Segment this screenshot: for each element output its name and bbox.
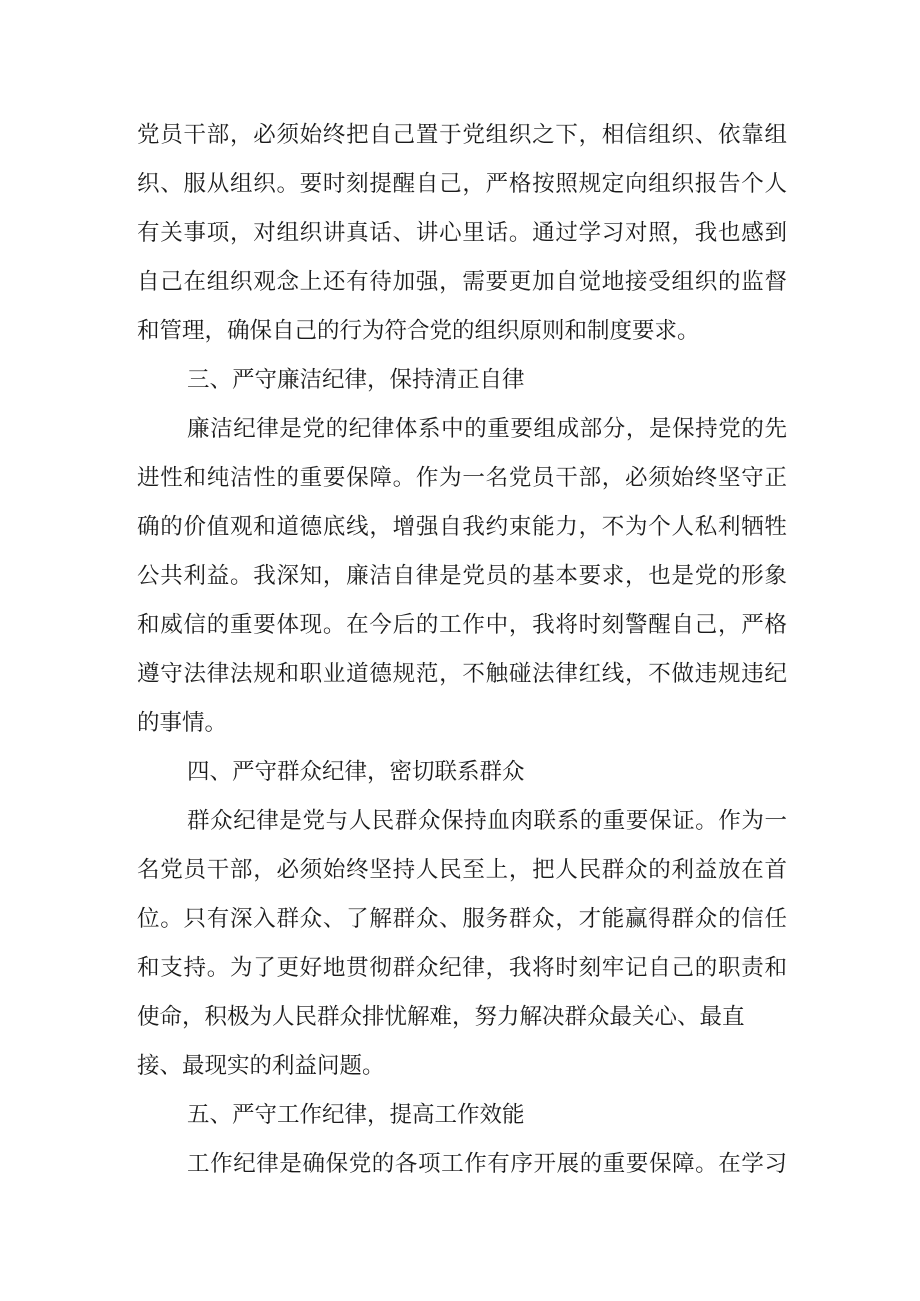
paragraph-line: 公共利益。我深知，廉洁自律是党员的基本要求，也是党的形象 bbox=[137, 563, 787, 589]
paragraph-line: 有关事项，对组织讲真话、讲心里话。通过学习对照，我也感到 bbox=[137, 220, 787, 246]
paragraph-line: 的事情。 bbox=[137, 710, 228, 736]
paragraph-line: 工作纪律是确保党的各项工作有序开展的重要保障。在学习 bbox=[187, 1151, 787, 1177]
paragraph-line: 群众纪律是党与人民群众保持血肉联系的重要保证。作为一 bbox=[187, 808, 787, 834]
paragraph-line: 和威信的重要体现。在今后的工作中，我将时刻警醒自己，严格 bbox=[137, 612, 787, 638]
section-heading: 五、严守工作纪律，提高工作效能 bbox=[187, 1102, 525, 1128]
paragraph-line: 和支持。为了更好地贯彻群众纪律，我将时刻牢记自己的职责和 bbox=[137, 955, 787, 981]
paragraph-line: 接、最现实的利益问题。 bbox=[137, 1053, 385, 1079]
paragraph-line: 位。只有深入群众、了解群众、服务群众，才能赢得群众的信任 bbox=[137, 906, 787, 932]
paragraph-line: 名党员干部，必须始终坚持人民至上，把人民群众的利益放在首 bbox=[137, 857, 787, 883]
paragraph-line: 和管理，确保自己的行为符合党的组织原则和制度要求。 bbox=[137, 318, 700, 344]
paragraph-line: 确的价值观和道德底线，增强自我约束能力，不为个人私利牺牲 bbox=[137, 514, 787, 540]
paragraph-line: 进性和纯洁性的重要保障。作为一名党员干部，必须始终坚守正 bbox=[137, 465, 787, 491]
paragraph-line: 自己在组织观念上还有待加强，需要更加自觉地接受组织的监督 bbox=[137, 269, 787, 295]
paragraph-line: 遵守法律法规和职业道德规范，不触碰法律红线，不做违规违纪 bbox=[137, 661, 787, 687]
paragraph-line: 党员干部，必须始终把自己置于党组织之下，相信组织、依靠组 bbox=[137, 122, 787, 148]
section-heading: 三、严守廉洁纪律，保持清正自律 bbox=[187, 367, 525, 393]
paragraph-line: 廉洁纪律是党的纪律体系中的重要组成部分，是保持党的先 bbox=[187, 416, 787, 442]
section-heading: 四、严守群众纪律，密切联系群众 bbox=[187, 759, 525, 785]
paragraph-line: 使命，积极为人民群众排忧解难，努力解决群众最关心、最直 bbox=[137, 1004, 745, 1030]
paragraph-line: 织、服从组织。要时刻提醒自己，严格按照规定向组织报告个人 bbox=[137, 171, 787, 197]
